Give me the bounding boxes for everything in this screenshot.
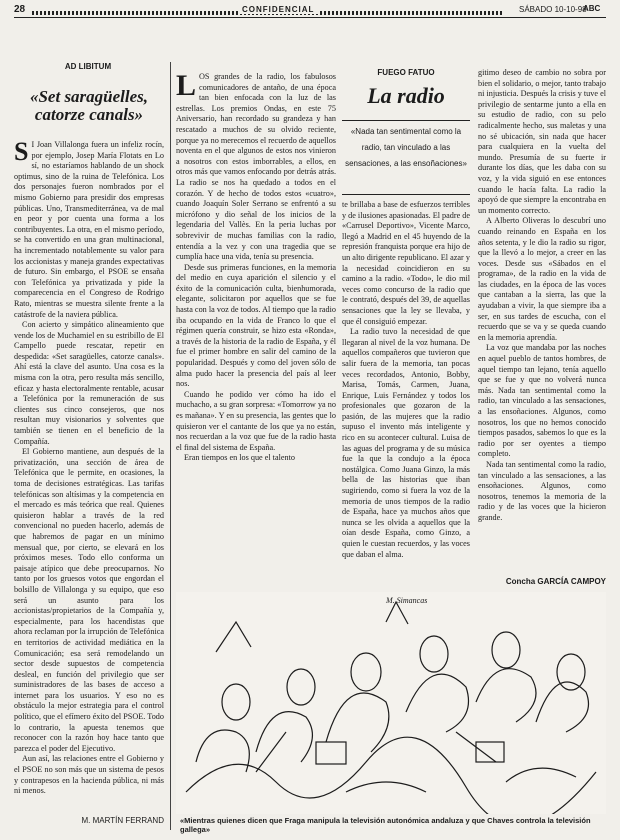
quote-rule-top bbox=[342, 120, 470, 121]
column-section-tag: AD LIBITUM bbox=[64, 62, 112, 71]
paragraph: te brillaba a base de esfuerzos terribles y de ilusiones apasionadas. El padre de «Carrusel Deportivo», Vicente Marco, llegó a Madrid en el 45 huyendo de la represión franquista porque era hijo de un alto dirigente republicano. El azar y la necesidad coincidieron en su camino a la radio. «Todo», le dio mil veces como concurso de la radio que le contrató, después del 39, de aquellas sensaciones que la ley se llevaba, y que él consiguió empezar. bbox=[342, 200, 470, 326]
quote-rule-bottom bbox=[342, 194, 470, 195]
pull-quote: «Nada tan sentimental como la radio, tan vinculado a las sensaciones, a las ensoñaciones» bbox=[345, 127, 467, 168]
editorial-cartoon bbox=[176, 592, 606, 814]
paragraph: A Alberto Oliveras lo descubrí uno cuando reinando en España en los años setenta, y le dio la radio su rigor, que la llevó a lo mejor, a creer en las voces. Desde sus «Sábados en el programa», de la radio en la vida de las ciudades, en la época de las voces que cantaban a la sierra, las que la ayudaban a vivir, la que siempre iba a ser, en sus tardes de escucha, con el recuerdo que se va y se queda cuando en la memoria aprendía. bbox=[478, 216, 606, 342]
paragraph: La radio tuvo la necesidad de que llegaran al nivel de la voz humana. De aquellos compañeros que tuvieron que salir fuera de la memoria, tan pocas veces recordados, Antonio, Bobby, Marisa, Tomás, Carmen, Juana, Enrique, Luis Fernández y todos los profesionales que gozaron de la pasión, de las mujeres que la radio supuso el invento más inteligente y rico en su acontecer cultural. Luisa de las aguas del programa y de su música fue la que la condujo a la época nostálgica. Como Juana Ginzo, la más bella de las historias que iban sugiriendo, como si fuera la voz de la memoria de unos tiempos de la radio de España, hace ya muchos años que nunca se les olvida a aquellos que la oían desde España, como Ginzo, a quien le cuestan recuerdos, y las voces que daban el alma. bbox=[342, 327, 470, 559]
article-byline: Concha GARCÍA CAMPOY bbox=[505, 577, 606, 586]
column-body bbox=[14, 140, 164, 800]
cartoon-caption: «Mientras quienes dicen que Fraga manipula la televisión autonómica andaluza y que Chaves controla la televisión gallega» bbox=[180, 816, 591, 834]
issue-date: SÁBADO 10-10-98 bbox=[519, 5, 587, 14]
column-headline: «Set saragüelles, catorze canals» bbox=[29, 87, 149, 124]
header-rule bbox=[14, 17, 606, 18]
paragraph: Aun así, las relaciones entre el Gobierno y el PSOE no son más que un sistema de pesos y contrapesos en la hacienda pública, ni más ni menos. bbox=[14, 754, 164, 796]
paragraph: Con acierto y simpático alineamiento que vende los de Muchamiel en su estribillo de El Campello puede rescatar, repetir en despedida: «Set saragüelles, catorze canals». Ahí está la clave del asunto. Una cosa es la misma con la otra, pero resulta más sencillo, eficaz y hasta electoralmente rentable, acusar a Telefónica por la remuneración de sus clientes sus cinco consejeros, que nos resultan muy visionarios y solventes que también se tienen en el beneficio de la Compañía. bbox=[14, 320, 164, 446]
paragraph: La voz que mandaba por las noches en aquel pueblo de tantos hombres, de aquel tiempo tan lejano, tenía aquello que se fue y que no volverá nunca más. Nada tan sentimental como la radio, tan vinculado a las sensaciones, a las ensoñaciones. Algunos, como nosotros, los que no hemos conocido tiempos pasados, sabemos lo que es la radio por ser oyentes a tiempo completo. bbox=[478, 343, 606, 459]
column-divider bbox=[170, 62, 171, 830]
cartoon-drawing bbox=[176, 592, 606, 814]
paragraph: Nada tan sentimental como la radio, tan vinculado a las sensaciones, a las ensoñaciones. Algunos, como nosotros, tenemos la memoria de la radio y de las voces que la hicieron grande. bbox=[478, 459, 606, 522]
article-column-1 bbox=[176, 72, 336, 580]
cartoon-signature: M. Simancas bbox=[386, 596, 428, 605]
paragraph: Eran tiempos en los que el talento bbox=[184, 453, 295, 463]
page-number: 28 bbox=[14, 4, 26, 15]
article-section-tag: FUEGO FATUO bbox=[377, 68, 435, 77]
paragraph: El Gobierno mantiene, aun después de la privatización, una sección de área de Telefónica que le permite, en ocasiones, la toma de decisiones estratégicas. Las tarifas telefónicas son altísimas y la competencia en el mercado es más teórica que real. Quienes quisieron hablar a través de la red convencional no pueden hacerlo, además de que habremos de pagar en un mínimo mensual que, por cierto, se elevará en los próximos meses. Todo ello conforma un paisaje atípico que debe preocuparnos. No tanto por los gruesos votos que engordan el bolsillo de Villalonga y su equipo, que eso será un asunto para los accionistas/propietarios de la Compañía y, especialmente, para los hacendistas que ahora reclaman por la irrupción de Telefónica en territorios de actividad mediática en la Comunicación; esa será remodelando un sector desde supuestos de competencia desleal, en función del privilegio que ser suministradores de las bases de acceso a internet para los usuarios. Y eso no es obstáculo la mejor estrategia para el control político, que el efímero éxito del PSOE. Todo lo contrario, la apuesta tenemos que reconocer con la razón hoy hace tanto que parezca el poder del Ejecutivo. bbox=[14, 447, 164, 753]
dropcap: L bbox=[176, 72, 197, 102]
column-byline: M. MARTÍN FERRAND bbox=[81, 816, 164, 825]
article-headline: La radio bbox=[367, 83, 445, 108]
paragraph: Desde sus primeras funciones, en la memoria del medio en cuya aparición el silencio y el éxito de la comunicación culta, bienhumorada, elegante, solicitaron por aquellos que se fue hasta con la voz de todos. Al tiempo que la radio iba ocupando en la vida de Franco lo que el régimen quería construir, se hizo esta «Ronda», a través de la historia de la radio de España, y él fue el primer hombre en salir del camino de la popularidad. Después y como del joven sólo de alma pudo hacer la presencia del país al leer nos. bbox=[176, 262, 336, 389]
paragraph: OS grandes de la radio, los fabulosos comunicadores de antaño, de una época tan bien enfocada con la luz de las estrellas. Los premios Ondas, en este 75 Aniversario, han recordado su grandeza y han rescatado a muchos de su olvido reciente, porque ya no merecemos el recuerdo de aquellos noventa en el que algunos de estos nos vinieron a nosotros con estos imborrables, a ellos, en otros más que vamos enfocando por detrás atrás. La radio se nos ha quedado a todos en el corazón. Y de hecho de todos estos «cuatro», cuando Joaquín Soler Serrano se enfrentó a su micrófono y dio señal de los inicios de la legendaria del Vallès. En la peria luchas por sobrevivir de muchas familias con la radio, entendía a la vez y con una tragedia que se cumplía hace una vida, tenía su presencia. bbox=[176, 72, 336, 262]
article-column-3 bbox=[478, 68, 606, 568]
dropcap: S bbox=[14, 140, 29, 166]
paragraph: I Joan Villalonga fuera un infeliz rocín, por ejemplo, Josep María Flotats en Lo sí, no estaríamos hablando de un shock optimus, sino de la ruina de Telefónica. Los dos personajes fueron nombrados por el mismo Gobierno para presidir dos empresas públicas. Uno, Transmediterránea, va de mal en peor y por cuenta una forma a los contribuyentes. La otra, en el mismo período, se ha convertido en una gran multinacional, ha incrementado notablemente su valor para los accionistas y maneja grandes expectativas de futuro. Sin embargo, el PSOE se ensaña con Telefónica ya privatizada y pide la comparecencia en el Congreso de Rodrigo Rato, mientras se muestra silente frente a la catástrofe de la naviera pública. bbox=[14, 140, 164, 319]
paragraph: gitimo deseo de cambio no sobra por bien el solidario, o mejor, tanto trabajo ni injusticia. Después la crisis y tuve el privilegio de sentarme junto a ella en su estudio de radio, con su pelo radicalmente hecho, sus maletas y una no sé ubicación, sin nada que hacer para cualquiera en la vuelta del mundo. Presumía de su fuerte ir durante los días, que les daba con su voz, y la vida siguió en ese entonces cuando le hacía falta. La radio la apoyó de que siempre la encontraba en un momento correcto. bbox=[478, 68, 606, 215]
newspaper-logo: ABC bbox=[583, 4, 601, 13]
article-column-2 bbox=[342, 200, 470, 580]
section-title: CONFIDENCIAL bbox=[238, 5, 318, 14]
paragraph: Cuando he podido ver cómo ha ido el muchacho, a su gran sorpresa: «Tomorrow ya no es mañana». Y en su presencia, las gentes que lo quisieron ver el cantante de los que ya no están, nos recuerdan a la voz que fue de la radio hasta el final del sistema de España. bbox=[176, 389, 336, 452]
